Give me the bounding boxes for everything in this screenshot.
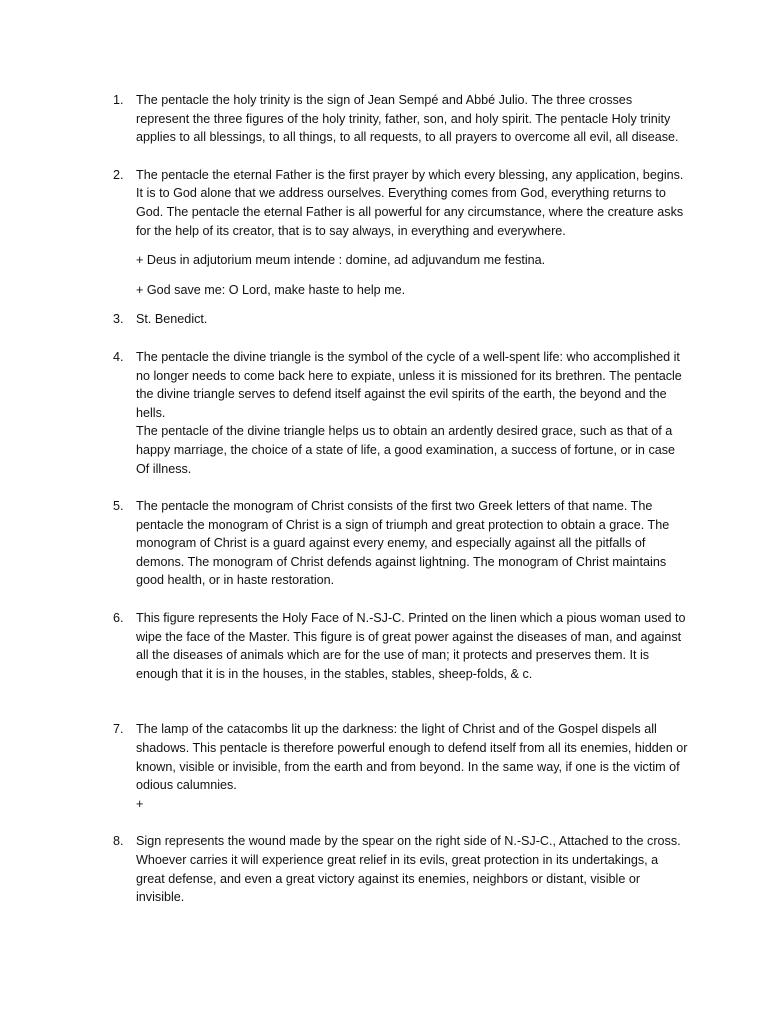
item-paragraph: The pentacle the divine triangle is the symbol of the cycle of a well-spent life: who accomplished it no longer needs to come back here to expiate, unless it is missioned for its brethren. The pentacle the divine triangle serves to defend itself against the evil spirits of the earth, the beyond and the hells. [136, 349, 682, 420]
prayer-latin: + Deus in adjutorium meum intende : domine, ad adjuvandum me festina. [136, 253, 546, 268]
item-number: 8. [113, 834, 124, 849]
item-number: 5. [113, 499, 124, 514]
list-item [113, 348, 688, 478]
item-body [136, 91, 688, 147]
item-paragraph: The lamp of the catacombs lit up the darkness: the light of Christ and of the Gospel dispels all shadows. This pentacle is therefore powerful enough to defend itself from all its enemies, hidden or known, visible or invisible, from the earth and from beyond. In the same way, if one is the victim of odious calumnies. [136, 722, 688, 793]
list-item [113, 609, 688, 683]
item-paragraph: Sign represents the wound made by the spear on the right side of N.-SJ-C., Attached to the cross. Whoever carries it will experience great relief in its evils, great protection in its undertakings, a great defense, and even a great victory against its enemies, neighbors or distant, visible or invisible. [136, 834, 681, 905]
item-paragraph: The pentacle the eternal Father is the first prayer by which every blessing, any application, begins. It is to God alone that we address ourselves. Everything comes from God, everything returns to God. The pentacle the eternal Father is all powerful for any circumstance, where the creature asks for the help of its creator, that is to say always, in everything and everywhere. [136, 167, 684, 238]
item-body [136, 832, 688, 906]
item-number: 4. [113, 349, 124, 364]
item-body [136, 609, 688, 683]
item-number: 3. [113, 312, 124, 327]
prayer-english: + God save me: O Lord, make haste to help me. [136, 282, 406, 297]
list-item [113, 91, 688, 147]
list-item [113, 310, 688, 329]
numbered-list [113, 91, 688, 907]
item-paragraph: The pentacle the holy trinity is the sign of Jean Sempé and Abbé Julio. The three crosses represent the three figures of the holy trinity, father, son, and holy spirit. The pentacle Holy trinity applies to all blessings, to all things, to all requests, to all prayers to overcome all evil, all disease. [136, 93, 679, 145]
item-paragraph: St. Benedict. [136, 312, 208, 327]
item-number: 2. [113, 167, 124, 182]
item-paragraph: This figure represents the Holy Face of N.-SJ-C. Printed on the linen which a pious woman used to wipe the face of the Master. This figure is of great power against the diseases of man, and against all the diseases of animals which are for the use of man; it protects and preserves them. It is enough that it is in the houses, in the stables, stables, sheep-folds, & c. [136, 611, 686, 681]
list-item [113, 497, 688, 590]
item-body [136, 310, 688, 329]
list-item [113, 832, 688, 906]
item-body [136, 166, 688, 300]
item-number: 7. [113, 722, 124, 737]
list-item [113, 166, 688, 300]
item-body [136, 497, 688, 590]
item-body [136, 348, 688, 478]
item-number: 1. [113, 93, 124, 107]
item-paragraph: + [136, 796, 144, 811]
item-body [136, 720, 688, 813]
item-number: 6. [113, 611, 124, 626]
list-item [113, 720, 688, 813]
item-paragraph: The pentacle the monogram of Christ consists of the first two Greek letters of that name. The pentacle the monogram of Christ is a sign of triumph and great protection to obtain a grace. The monogram of Christ is a guard against every enemy, and especially against all the pitfalls of demons. The monogram of Christ defends against lightning. The monogram of Christ maintains good health, or in haste restoration. [136, 499, 670, 588]
item-paragraph: The pentacle of the divine triangle helps us to obtain an ardently desired grace, such as that of a happy marriage, the choice of a state of life, a good examination, a success of fortune, or in case Of illness. [136, 424, 676, 476]
